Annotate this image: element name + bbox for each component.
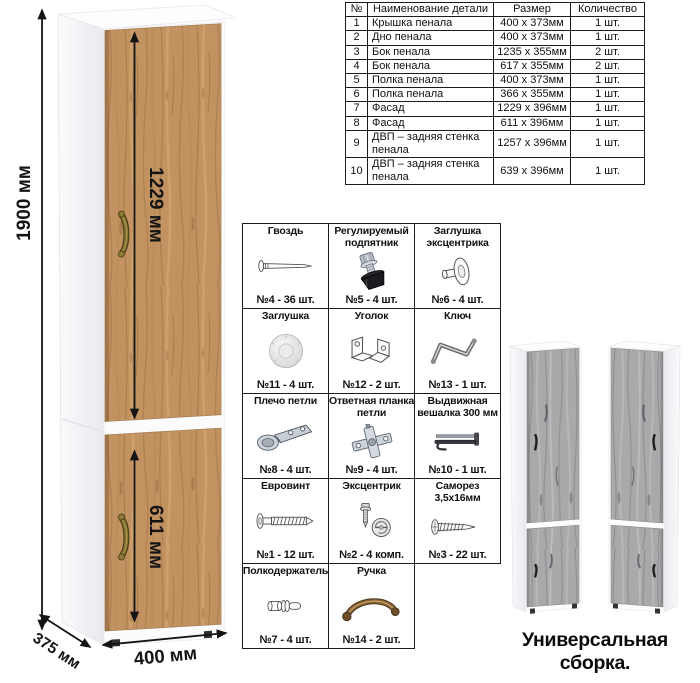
table-cell: 1 шт. [571, 158, 645, 185]
table-row [346, 59, 645, 73]
hardware-item [329, 564, 415, 649]
handle-icon [329, 578, 414, 634]
hardware-item [415, 479, 501, 564]
table-row [346, 73, 645, 87]
nail-icon [243, 238, 328, 294]
table-cell: 1 шт. [571, 73, 645, 87]
table-cell: 9 [346, 130, 368, 157]
table-cell: 6 [346, 88, 368, 102]
hardware-item-title: Заглушка [261, 310, 310, 322]
table-row [346, 130, 645, 157]
cabinet-side-panel [58, 14, 104, 645]
corner-bracket-icon [329, 323, 414, 379]
column-header: № [346, 3, 368, 17]
table-cell: 2 шт. [571, 59, 645, 73]
table-cell: Бок пенала [368, 45, 494, 59]
table-cell: Фасад [368, 102, 494, 116]
hardware-item-count: №2 - 4 комп. [339, 549, 404, 561]
assembly-caption: Универсальная сборка. [521, 629, 669, 674]
hardware-item-title: Гвоздь [267, 225, 304, 237]
plug-cap-icon [243, 323, 328, 379]
self-tapping-screw-icon [415, 505, 500, 550]
table-cell: Фасад [368, 116, 494, 130]
table-cell: 7 [346, 102, 368, 116]
table-cell: Крышка пенала [368, 17, 494, 31]
hardware-item-title: Плечо петли [253, 395, 318, 407]
table-cell: 2 [346, 31, 368, 45]
hardware-item-title: Саморез 3,5х16мм [434, 480, 481, 504]
key-icon [415, 323, 500, 379]
table-cell: Полка пенала [368, 88, 494, 102]
table-row [346, 116, 645, 130]
hardware-item [243, 309, 329, 394]
table-row [346, 17, 645, 31]
table-cell: 2 шт. [571, 45, 645, 59]
table-cell: 8 [346, 116, 368, 130]
table-cell: ДВП – задняя стенка пенала [368, 158, 494, 185]
table-cell: 366 х 355мм [494, 88, 571, 102]
hardware-item-count: №11 - 4 шт. [256, 379, 315, 391]
bottom-door-dimension-label: 611 мм [145, 504, 166, 570]
hardware-item-title: Ключ [444, 310, 471, 322]
hardware-item-count: №3 - 22 шт. [428, 549, 487, 561]
table-header-row [346, 3, 645, 17]
hardware-item-count: №5 - 4 шт. [345, 294, 398, 306]
cam-cover-icon [415, 250, 500, 295]
table-cell: 1 шт. [571, 116, 645, 130]
hardware-item [329, 394, 415, 479]
cabinet-drawing [0, 0, 240, 683]
hardware-item [415, 224, 501, 309]
table-row [346, 31, 645, 45]
table-row [346, 45, 645, 59]
height-dimension-label: 1900 мм [14, 165, 35, 241]
table-cell: 611 х 396мм [494, 116, 571, 130]
hardware-item-count: №7 - 4 шт. [259, 634, 312, 646]
hardware-item-title: Полкодержатель [242, 565, 329, 577]
table-cell: 10 [346, 158, 368, 185]
table-cell: 1 шт. [571, 130, 645, 157]
hardware-item-count: №10 - 1 шт. [428, 464, 487, 476]
hardware-item-count: №8 - 4 шт. [259, 464, 312, 476]
cam-lock-icon [329, 493, 414, 549]
hardware-item-count: №1 - 12 шт. [256, 549, 315, 561]
hardware-item-title: Ручка [356, 565, 387, 577]
hardware-item-count: №12 - 2 шт. [342, 379, 401, 391]
table-cell: 1 шт. [571, 17, 645, 31]
table-cell: 3 [346, 45, 368, 59]
hanger-rail-icon [415, 420, 500, 465]
euro-screw-icon [243, 493, 328, 549]
hardware-item [243, 479, 329, 564]
table-cell: 1 [346, 17, 368, 31]
shelf-pin-icon [243, 578, 328, 634]
hardware-item-title: Выдвижная вешалка 300 мм [417, 395, 498, 419]
table-cell: 400 х 373мм [494, 17, 571, 31]
hardware-item-title: Эксцентрик [342, 480, 401, 492]
hardware-item-title: Ответная планка петли [329, 395, 414, 419]
hardware-item [243, 394, 329, 479]
table-row [346, 158, 645, 185]
hardware-item [243, 224, 329, 309]
table-cell: 1229 х 396мм [494, 102, 571, 116]
hardware-item-count: №13 - 1 шт. [428, 379, 487, 391]
variant-cabinet [510, 341, 581, 614]
hardware-item-title: Регулируемый подпятник [334, 225, 409, 249]
column-header: Размер [494, 3, 571, 17]
table-cell: 1 шт. [571, 102, 645, 116]
table-cell: 1257 х 396мм [494, 130, 571, 157]
hardware-item-title: Заглушка эксцентрика [426, 225, 489, 249]
column-header: Наименование детали [368, 3, 494, 17]
table-cell: 617 х 355мм [494, 59, 571, 73]
table-cell: Полка пенала [368, 73, 494, 87]
column-header: Количество [571, 3, 645, 17]
table-cell: ДВП – задняя стенка пенала [368, 130, 494, 157]
hardware-item-count: №9 - 4 шт. [345, 464, 398, 476]
table-cell: 5 [346, 73, 368, 87]
variant-cabinets [492, 330, 698, 630]
hardware-item-title: Уголок [354, 310, 389, 322]
hardware-item [329, 224, 415, 309]
table-row [346, 88, 645, 102]
adjustable-foot-icon [329, 250, 414, 295]
width-dimension-label: 400 мм [132, 642, 198, 670]
table-cell: 4 [346, 59, 368, 73]
hardware-item-count: №4 - 36 шт. [256, 294, 315, 306]
hardware-item-count: №6 - 4 шт. [431, 294, 484, 306]
hardware-grid [242, 223, 501, 649]
table-cell: 400 х 373мм [494, 73, 571, 87]
depth-dimension-label: 375 мм [29, 629, 84, 673]
hardware-item-title: Евровинт [260, 480, 311, 492]
hinge-arm-icon [243, 408, 328, 464]
table-cell: Бок пенала [368, 59, 494, 73]
hardware-item-count: №14 - 2 шт. [342, 634, 401, 646]
table-cell: 1 шт. [571, 31, 645, 45]
table-cell: 639 х 396мм [494, 158, 571, 185]
hardware-item [415, 394, 501, 479]
table-cell: 1235 х 355мм [494, 45, 571, 59]
hardware-item [415, 309, 501, 394]
table-cell: Дно пенала [368, 31, 494, 45]
table-cell: 400 х 373мм [494, 31, 571, 45]
hinge-plate-icon [329, 420, 414, 465]
table-row [346, 102, 645, 116]
top-door-dimension-label: 1229 мм [145, 167, 166, 243]
hardware-item [329, 479, 415, 564]
hardware-item [329, 309, 415, 394]
hardware-item [243, 564, 329, 649]
parts-table [345, 2, 645, 185]
table-cell: 1 шт. [571, 88, 645, 102]
